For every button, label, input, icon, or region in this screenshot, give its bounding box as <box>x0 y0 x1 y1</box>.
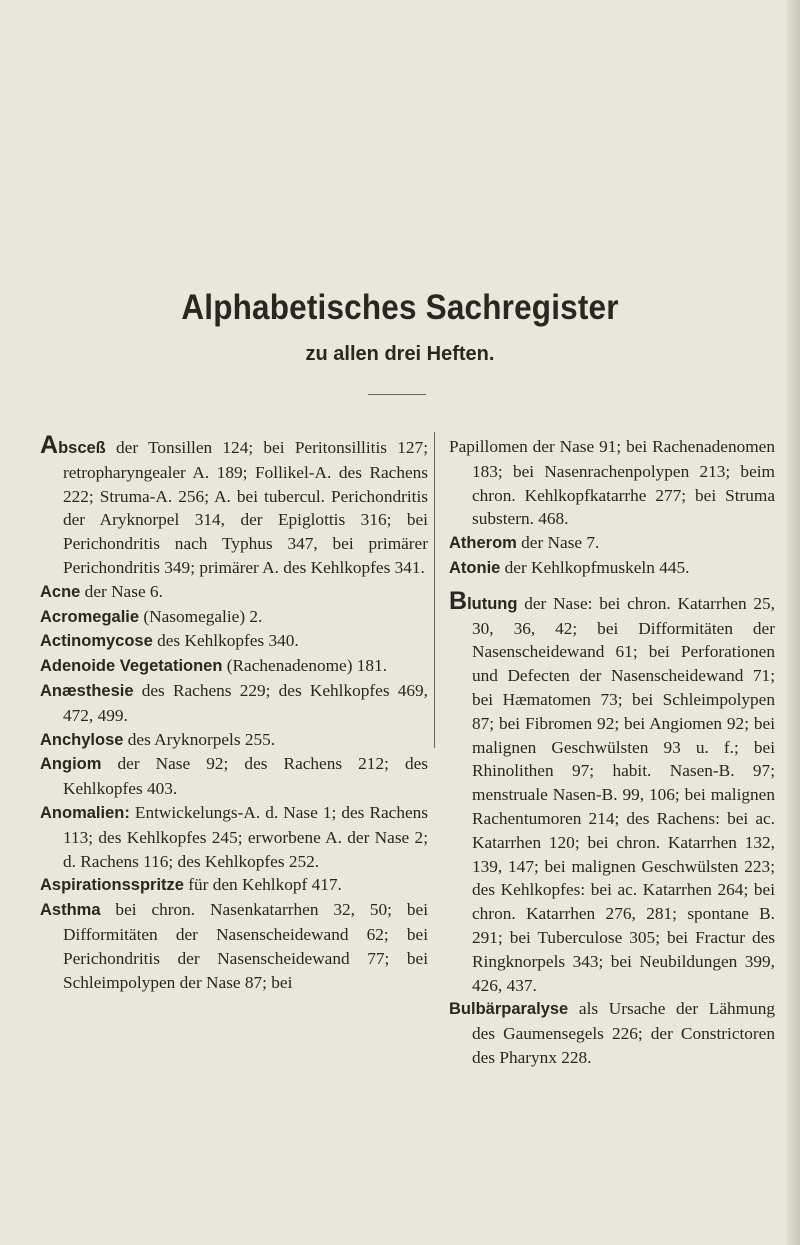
entry-text: der Kehlkopfmuskeln 445. <box>500 557 690 577</box>
index-entry <box>449 586 775 998</box>
page-edge <box>786 0 800 1245</box>
entry-lemma: Angiom <box>40 755 102 774</box>
entry-lemma: Adenoide Vegetationen <box>40 657 223 676</box>
entry-text: der Nase 7. <box>516 533 600 553</box>
entry-text: (Rachenadenome) 181. <box>222 656 388 676</box>
index-entry <box>40 898 428 994</box>
index-entry <box>40 431 428 580</box>
entry-text: des Kehlkopfes 340. <box>152 631 299 651</box>
index-entry-continued <box>449 435 775 531</box>
index-entry <box>40 752 428 801</box>
entry-text: des Rachens 229; des Kehlkopfes 469, 472, 499. <box>63 680 428 725</box>
entry-lemma: Acromegalie <box>40 607 140 626</box>
entry-text: des Aryknorpels 255. <box>123 729 276 749</box>
index-entry <box>40 605 428 630</box>
entry-initial: A <box>40 431 59 459</box>
entry-lemma: Actinomycose <box>40 632 153 651</box>
entry-lemma: Anomalien: <box>40 803 130 822</box>
entry-lemma: Acne <box>40 582 81 601</box>
entry-text: für den Kehlkopf 417. <box>183 875 342 895</box>
entry-lemma: Anæsthesie <box>40 681 134 700</box>
entry-lemma: Asthma <box>40 901 101 920</box>
index-column-left <box>40 431 428 994</box>
index-column-right <box>449 435 775 1070</box>
entry-lemma: Atherom <box>449 534 517 553</box>
index-entry <box>40 801 428 873</box>
entry-lemma: bsceß <box>58 439 106 457</box>
index-entry <box>40 679 428 728</box>
entry-text: Papillomen der Nase 91; bei Rachenadenomen 183; bei Nasenrachenpolypen 213; beim chron. Kehlkopfkatarrhe 277; bei Struma substern. 468. <box>449 437 775 529</box>
index-entry <box>449 997 775 1069</box>
entry-lemma: lutung <box>467 594 518 613</box>
entry-text: (Nasomegalie) 2. <box>139 606 263 626</box>
index-entry <box>40 728 428 753</box>
index-entry <box>449 556 775 581</box>
entry-text: der Nase: bei chron. Katarrhen 25, 30, 36, 42; bei Difformitäten der Nasenscheidewand 61; bei Perforationen und Defecten der Nasenscheidewand 71; bei Hæmatomen 73; bei Schleimpolypen 87; bei Fibromen 92; bei Angiomen 92; bei malignen Geschwülsten 93 u. f.; bei Rhinolithen 97; habit. Nasen-B. 97; menstruale Nasen-B. 99, 106; bei malignen Rachentumoren 214; des Rachens: bei ac. Katarrhen 120; bei chron. Katarrhen 132, 139, 147; bei malignen Geschwülsten 223; des Kehlkopfes: bei ac. Katarrhen 264; bei chron. Katarrhen 276, 281; spontane B. 291; bei Tuberculose 305; bei Fractur des Ringknorpels 343; bei Neubildungen 399, 426, 437. <box>472 593 775 995</box>
entry-text: der Nase 92; des Rachens 212; des Kehlkopfes 403. <box>63 754 428 799</box>
entry-lemma: Atonie <box>449 558 501 577</box>
entry-text: bei chron. Nasenkatarrhen 32, 50; bei Difformitäten der Nasenscheidewand 62; bei Perichondritis der Nasenscheidewand 77; bei Schleimpolypen der Nase 87; bei <box>63 900 428 992</box>
entry-initial: B <box>449 586 468 615</box>
entry-text: der Tonsillen 124; bei Peritonsillitis 127; retropharyngealer A. 189; Follikel-A. des Rachens 222; Struma-A. 256; A. bei tubercul. Perichondritis der Aryknorpel 314, der Epiglottis 316; bei Perichondritis nach Typhus 347, bei primärer Perichondritis 349; primärer A. des Kehlkopfes 341. <box>63 438 428 577</box>
index-entry <box>40 654 428 679</box>
index-entry <box>40 629 428 654</box>
entry-text: Entwickelungs-A. d. Nase 1; des Rachens 113; des Kehlkopfes 245; erworbene A. der Nase 2; d. Rachens 116; des Kehlkopfes 252. <box>63 802 428 871</box>
entry-lemma: Aspirationsspritze <box>40 876 184 895</box>
index-entry <box>40 580 428 605</box>
index-entry <box>40 873 428 898</box>
entry-lemma: Bulbärparalyse <box>449 1000 569 1019</box>
index-entry <box>449 531 775 556</box>
title-rule <box>368 394 426 395</box>
page-title: Alphabetisches Sachregister <box>181 288 619 327</box>
page-subtitle: zu allen drei Heften. <box>305 343 495 365</box>
entry-lemma: Anchylose <box>40 730 124 749</box>
column-divider <box>434 432 435 748</box>
entry-text: als Ursache der Lähmung des Gaumensegels 226; der Constrictoren des Pharynx 228. <box>472 999 775 1067</box>
entry-text: der Nase 6. <box>80 581 163 601</box>
